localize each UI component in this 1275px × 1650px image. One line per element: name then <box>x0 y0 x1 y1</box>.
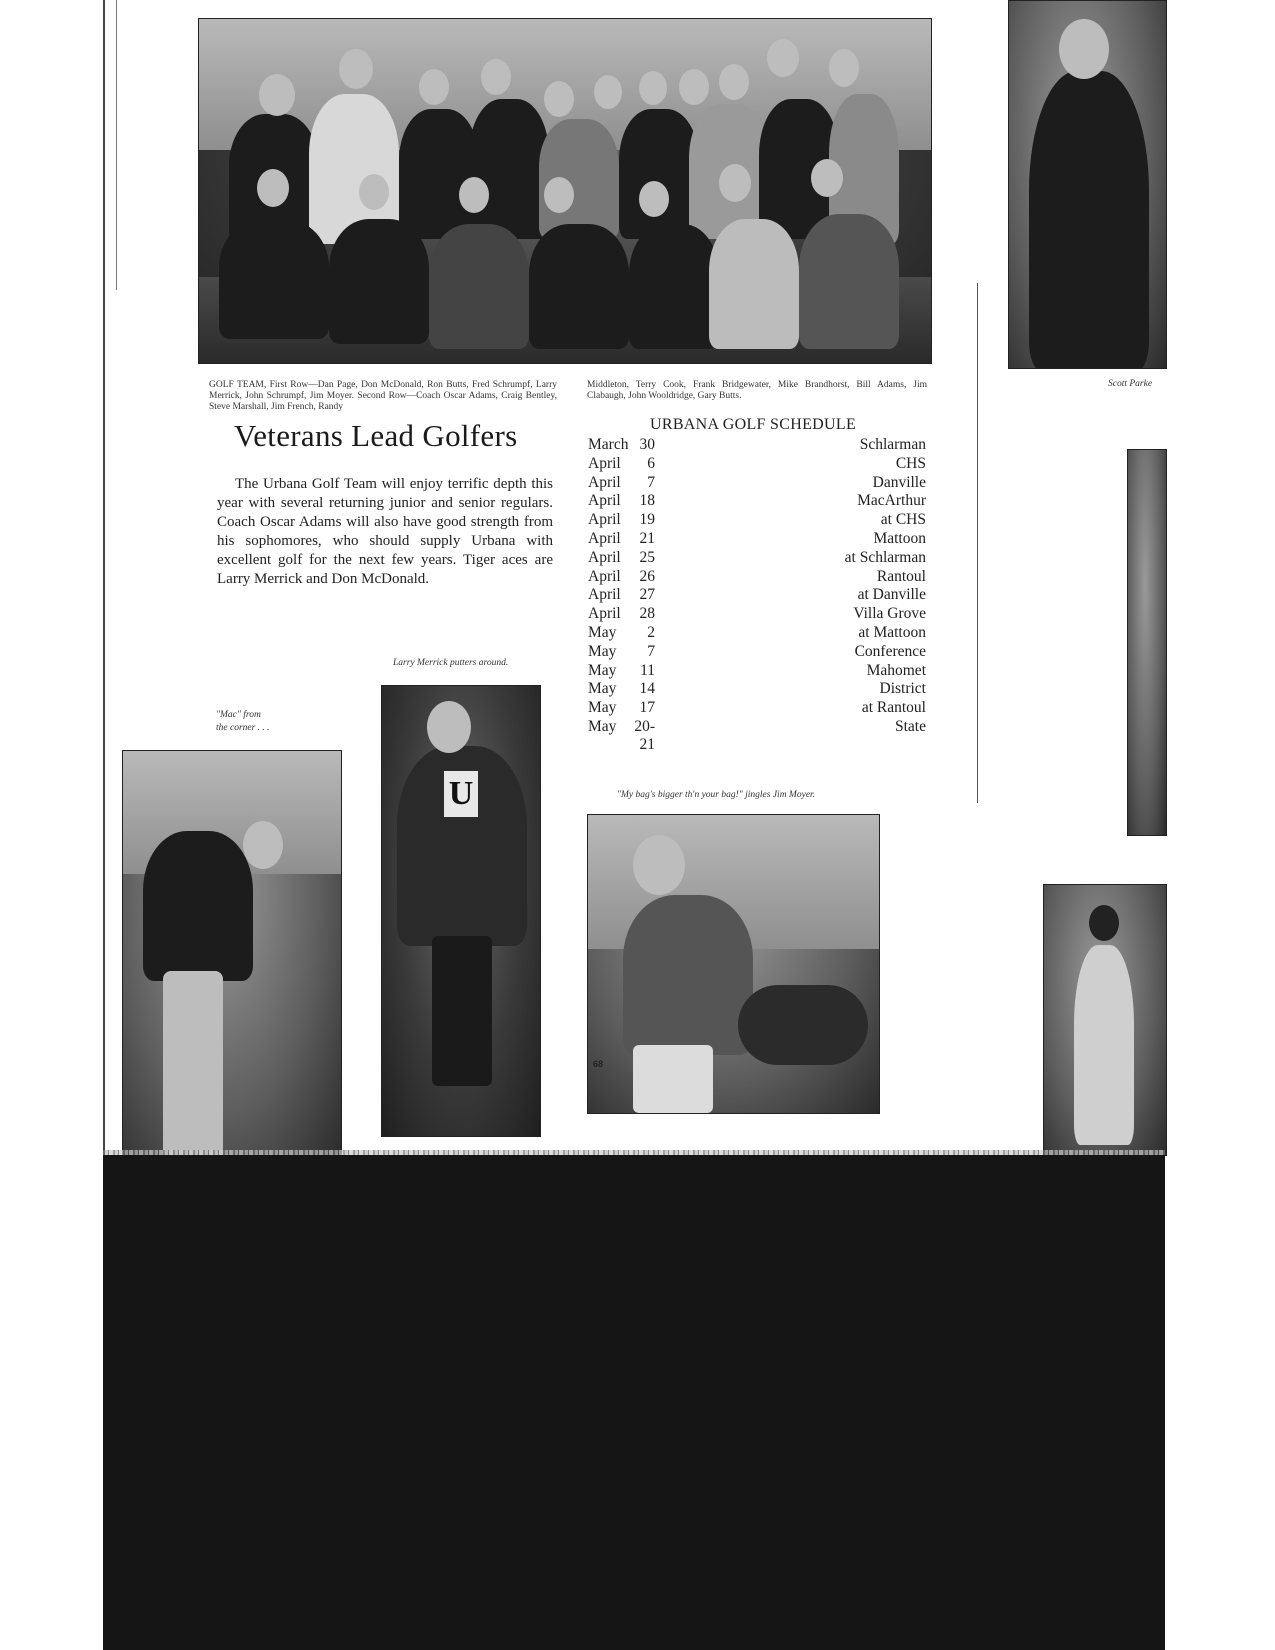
side-photo-middle <box>1127 449 1167 836</box>
schedule-day: 2 <box>647 623 655 641</box>
team-member-head <box>639 181 669 217</box>
schedule-opponent: at CHS <box>880 511 926 529</box>
schedule-opponent: State <box>895 717 926 735</box>
golfer-legs <box>633 1045 713 1113</box>
team-member-head <box>594 75 622 109</box>
schedule-month: April <box>588 454 621 472</box>
schedule-month: April <box>588 511 621 529</box>
team-photo-caption: GOLF TEAM, First Row—Dan Page, Don McDonald, Ron Butts, Fred Schrumpf, Larry Merrick, John Schrumpf, Jim Moyer. Second Row—Coach Oscar Adams, Craig Bentley, Steve Marshall, Jim French, Randy <box>209 380 557 412</box>
schedule-row <box>588 662 926 681</box>
merrick-photo <box>381 685 541 1137</box>
page-number: 68 <box>593 1059 604 1069</box>
golfer-head <box>243 821 283 869</box>
team-member <box>429 224 529 349</box>
schedule-day: 17 <box>639 699 655 717</box>
team-member-head <box>767 39 799 77</box>
schedule-month: May <box>588 717 617 735</box>
team-member-head <box>639 71 667 105</box>
side-photo-head <box>1059 19 1109 79</box>
golfer-figure <box>143 831 253 981</box>
side-photo-figure <box>1074 945 1134 1145</box>
golfer-legs <box>163 971 223 1161</box>
schedule-day: 11 <box>640 661 655 679</box>
schedule-opponent: District <box>879 680 926 698</box>
schedule-opponent: Schlarman <box>859 436 926 453</box>
schedule-row <box>588 717 926 753</box>
schedule-row <box>588 549 926 568</box>
schedule-day: 21 <box>639 529 655 547</box>
team-member-head <box>829 49 859 87</box>
side-photo-caption: Scott Parke <box>1108 379 1153 389</box>
schedule-month: April <box>588 548 621 566</box>
schedule-day: 30 <box>639 436 655 453</box>
schedule-month: May <box>588 680 617 698</box>
schedule-row <box>588 492 926 511</box>
team-photo-caption-cont: Middleton, Terry Cook, Frank Bridgewater, Mike Brandhorst, Bill Adams, Jim Clabaugh, John Wooldridge, Gary Butts. <box>587 380 927 401</box>
team-member <box>529 224 629 349</box>
schedule-opponent: Mattoon <box>873 529 926 547</box>
team-member <box>219 219 329 339</box>
mac-caption-line2: the corner . . . <box>216 723 270 733</box>
schedule-row <box>588 568 926 587</box>
scan-background <box>103 1155 1165 1650</box>
schedule-day: 20-21 <box>634 717 655 753</box>
team-member <box>329 219 429 344</box>
schedule-day: 26 <box>639 567 655 585</box>
schedule-title: URBANA GOLF SCHEDULE <box>650 416 857 433</box>
schedule-row <box>588 680 926 699</box>
mac-caption-line1: "Mac" from <box>216 710 261 720</box>
team-member-head <box>359 174 389 210</box>
schedule-day: 28 <box>639 605 655 623</box>
schedule-row <box>588 643 926 662</box>
golfer-legs <box>432 936 492 1086</box>
schedule-month: May <box>588 699 617 717</box>
team-member <box>629 224 719 349</box>
schedule-day: 7 <box>647 473 655 491</box>
team-member-head <box>481 59 511 95</box>
schedule-month: May <box>588 661 617 679</box>
team-member-head <box>719 64 749 100</box>
schedule-opponent: at Mattoon <box>858 623 926 641</box>
spine-line <box>977 283 978 803</box>
schedule-day: 19 <box>639 511 655 529</box>
schedule-row <box>588 455 926 474</box>
schedule-day: 7 <box>647 642 655 660</box>
schedule-row <box>588 511 926 530</box>
schedule-opponent: at Rantoul <box>861 699 926 717</box>
page-edge-line-inner <box>116 0 117 290</box>
team-photo <box>198 18 932 364</box>
team-member-head <box>339 49 373 89</box>
schedule-month: April <box>588 567 621 585</box>
team-member <box>709 219 799 349</box>
schedule-opponent: at Danville <box>857 586 926 604</box>
schedule-row <box>588 586 926 605</box>
team-member-head <box>257 169 289 207</box>
schedule-day: 27 <box>639 586 655 604</box>
schedule-month: March <box>588 436 629 453</box>
mac-photo <box>122 750 342 1162</box>
side-photo-head <box>1089 905 1119 941</box>
schedule-row <box>588 474 926 493</box>
schedule-month: April <box>588 473 621 491</box>
team-member-head <box>544 81 574 117</box>
schedule-row <box>588 605 926 624</box>
schedule-opponent: Danville <box>872 473 926 491</box>
team-member-head <box>679 69 709 105</box>
side-photo-bottom <box>1043 884 1167 1156</box>
side-photo-figure <box>1029 71 1149 369</box>
golfer-head <box>633 835 685 895</box>
side-photo-top <box>1008 0 1167 369</box>
schedule-row <box>588 699 926 718</box>
article-body: The Urbana Golf Team will enjoy terrific depth this year with several returning junior and senior regulars. Coach Oscar Adams will also have good strength from his sophomores, who should supply Urbana with excellent golf for the next few years. Tiger aces are Larry Merrick and Don McDonald. <box>217 476 553 587</box>
golfer-head <box>427 701 471 753</box>
golfer-figure <box>623 895 753 1055</box>
team-member <box>469 99 549 239</box>
schedule-month: April <box>588 605 621 623</box>
team-member-head <box>719 164 751 202</box>
letter-u-icon: U <box>444 771 478 817</box>
schedule-opponent: Rantoul <box>876 567 926 585</box>
team-member-head <box>459 177 489 213</box>
schedule-opponent: MacArthur <box>857 492 926 510</box>
schedule-opponent: Villa Grove <box>853 605 926 623</box>
schedule-month: April <box>588 492 621 510</box>
schedule-month: April <box>588 586 621 604</box>
schedule-opponent: at Schlarman <box>844 548 926 566</box>
schedule-day: 18 <box>639 492 655 510</box>
schedule-day: 14 <box>639 680 655 698</box>
schedule-row <box>588 436 926 455</box>
team-member <box>799 214 899 349</box>
merrick-caption: Larry Merrick putters around. <box>393 658 509 668</box>
schedule-row <box>588 624 926 643</box>
page-edge-line <box>103 0 105 1160</box>
golf-bag-icon <box>738 985 868 1065</box>
schedule-table <box>588 436 926 753</box>
schedule-month: April <box>588 529 621 547</box>
schedule-opponent: Conference <box>854 642 926 660</box>
moyer-caption: "My bag's bigger th'n your bag!" jingles Jim Moyer. <box>617 790 816 800</box>
headline: Veterans Lead Golfers <box>234 418 518 453</box>
team-member-head <box>811 159 843 197</box>
schedule-day: 6 <box>647 454 655 472</box>
team-member-head <box>544 177 574 213</box>
schedule-month: May <box>588 642 617 660</box>
schedule-day: 25 <box>639 548 655 566</box>
team-member-head <box>259 74 295 116</box>
schedule-month: May <box>588 623 617 641</box>
schedule-row <box>588 530 926 549</box>
team-member <box>399 109 479 239</box>
team-member-head <box>419 69 449 105</box>
team-member <box>619 109 699 239</box>
schedule-opponent: Mahomet <box>866 661 926 679</box>
moyer-photo <box>587 814 880 1114</box>
schedule-opponent: CHS <box>895 454 926 472</box>
